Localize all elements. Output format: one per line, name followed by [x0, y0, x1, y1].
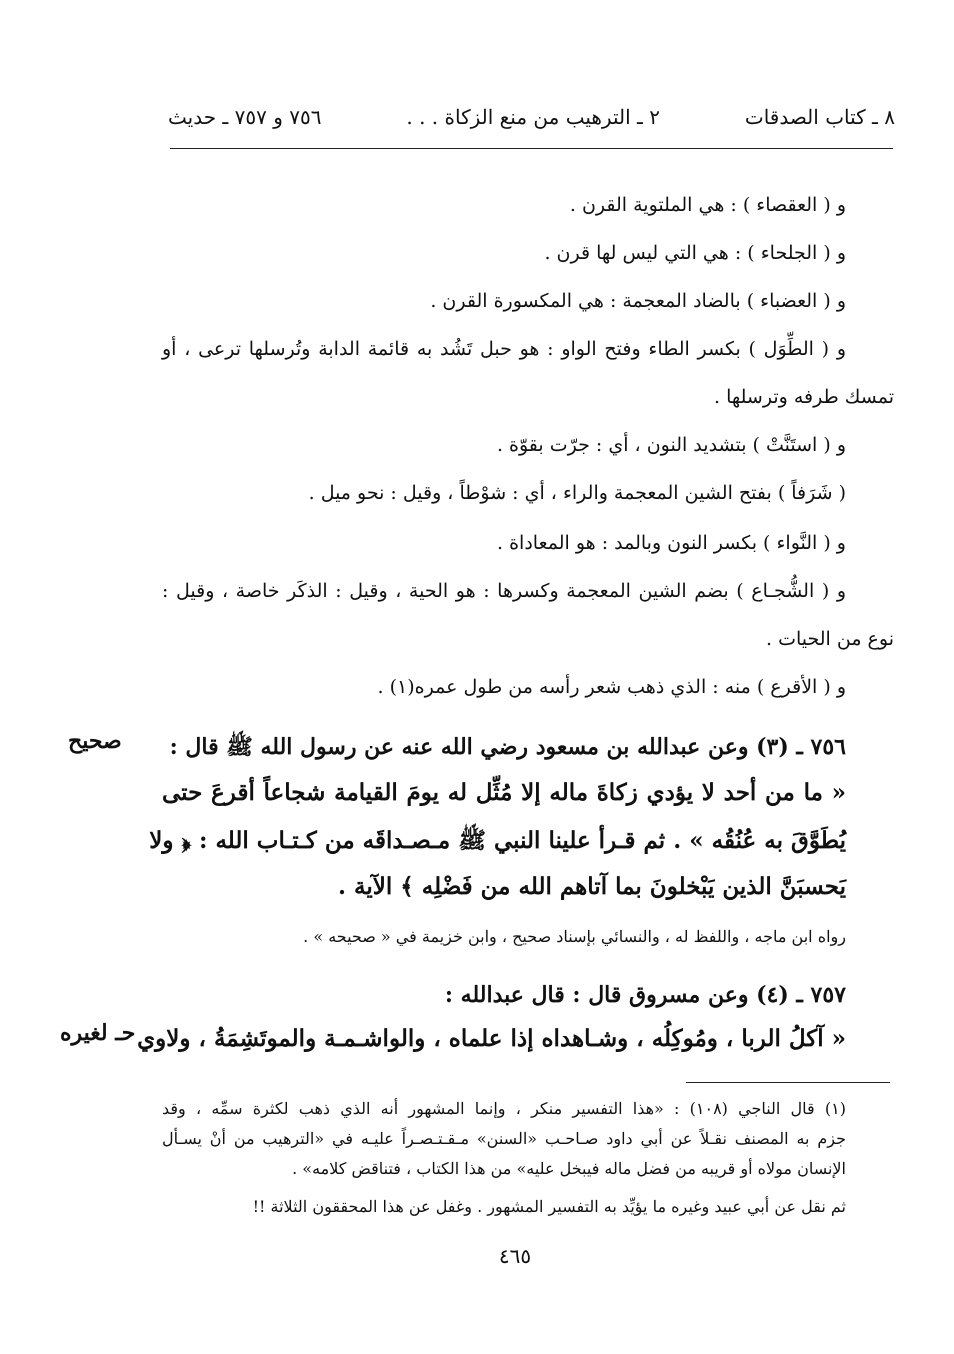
footnote-line: جزم به المصنف نقـلاً عن أبي داود صـاحـب «السنن» مـقـتـصـراً عليـه في «الترهيب من أنْ يسـأل: [162, 1129, 846, 1148]
running-header: [168, 100, 895, 134]
hadith-756-grade: صحيح: [68, 728, 122, 754]
glossary-line: و ( الشُّجـاع ) بضم الشين المعجمة وكسرها : هو الحية ، وقيل : الذكَر خاصة ، وقيل :: [162, 580, 846, 602]
header-section: ٢ ـ الترهيب من منع الزكاة . . .: [406, 105, 660, 129]
glossary-line: و ( الجلحاء ) : هي التي ليس لها قرن .: [544, 242, 846, 264]
glossary-line: و ( النَّواء ) بكسر النون وبالمد : هو المعاداة .: [497, 532, 846, 554]
header-hadith-range: ٧٥٦ و ٧٥٧ ـ حديث: [168, 105, 322, 129]
hadith-756-text-line: يُطَوَّقَ به عُنُقُه » . ثم قـرأ علينا النبي ﷺ مـصـداقَه من كـتـاب الله : ﴿ ولا: [149, 827, 846, 854]
hadith-756-text-line: « ما من أحد لا يؤدي زكاةَ ماله إلا مُثِّل له يومَ القيامة شجاعاً أقرعَ حتى: [162, 779, 846, 806]
footnote-line: (١) قال الناجي (١٠٨) : «هذا التفسير منكر ، وإنما المشهور أنه الذي ذهب لكثرة سمِّه ، وقد: [162, 1099, 847, 1118]
hadith-756-source: رواه ابن ماجه ، واللفظ له ، والنسائي بإسناد صحيح ، وابن خزيمة في « صحيحه » .: [303, 927, 846, 946]
hadith-756-intro: ٧٥٦ ـ (٣) وعن عبدالله بن مسعود رضي الله عنه عن رسول الله ﷺ قال :: [169, 734, 846, 760]
glossary-line: و ( استَنَّتْ ) بتشديد النون ، أي : جرّت بقوّة .: [496, 434, 846, 456]
footnote-line: ثم نقل عن أبي عبيد وغيره ما يؤيِّد به التفسير المشهور . وغفل عن هذا المحققون الثلاثة !!: [252, 1197, 846, 1216]
glossary-line: ( شَرَفاً ) بفتح الشين المعجمة والراء ، أي : شوْطاً ، وقيل : نحو ميل .: [308, 482, 846, 504]
glossary-line: و ( الأقرع ) منه : الذي ذهب شعر رأسه من طول عمره(١) .: [377, 676, 846, 698]
hadith-757-text-line: « آكلُ الربا ، ومُوكِلُه ، وشـاهداه إذا علماه ، والواشـمـة والموتَشِمَةُ ، ولاوي: [137, 1025, 846, 1052]
hadith-757-grade: حـ لغيره: [60, 1020, 136, 1046]
glossary-line: نوع من الحيات .: [766, 628, 894, 650]
footnote-line: الإنسان مولاه أو قريبه من فضل ماله فيبخل عليه» من هذا الكتاب ، فتناقض كلامه» .: [292, 1159, 846, 1178]
glossary-line: تمسك طرفه وترسلها .: [714, 386, 894, 408]
header-chapter: ٨ ـ كتاب الصدقات: [744, 105, 895, 129]
hadith-756-text-line: يَحسبَنَّ الذين يَبْخلونَ بما آتاهم الله من فَضْلِه ﴾ الآية .: [338, 873, 846, 900]
hadith-757-intro: ٧٥٧ ـ (٤) وعن مسروق قال : قال عبدالله :: [444, 982, 846, 1008]
page-number: ٤٦٥: [498, 1244, 532, 1268]
glossary-line: و ( الطِّوَل ) بكسر الطاء وفتح الواو : هو حبل تَشُد به قائمة الدابة وتُرسلها ترعى ، أو: [162, 338, 846, 360]
glossary-line: و ( العضباء ) بالضاد المعجمة : هي المكسورة القرن .: [430, 290, 846, 312]
header-divider: [170, 148, 893, 149]
glossary-line: و ( العقصاء ) : هي الملتوية القرن .: [569, 194, 846, 216]
footnote-divider: [686, 1082, 890, 1083]
